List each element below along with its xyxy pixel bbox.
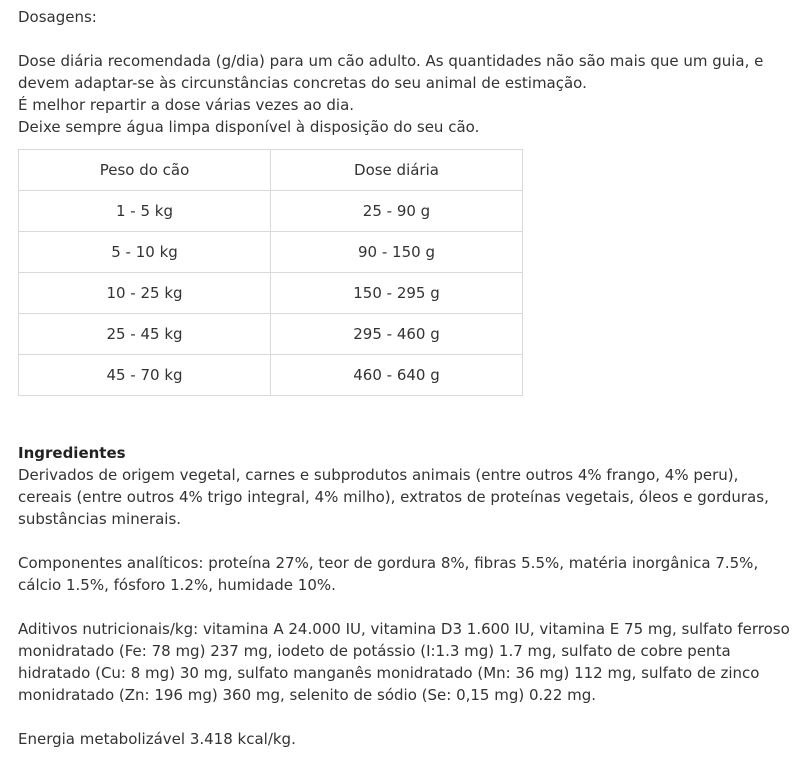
- table-header-weight: Peso do cão: [19, 150, 271, 191]
- table-cell-dose: 150 - 295 g: [271, 273, 523, 314]
- product-description: [18, 6, 793, 750]
- table-cell-weight: 25 - 45 kg: [19, 314, 271, 355]
- dosage-paragraph-water: Deixe sempre água limpa disponível à disposição do seu cão.: [18, 118, 480, 136]
- table-cell-dose: 25 - 90 g: [271, 191, 523, 232]
- table-cell-weight: 1 - 5 kg: [19, 191, 271, 232]
- ingredients-text: Derivados de origem vegetal, carnes e subprodutos animais (entre outros 4% frango, 4% peru), cereais (entre outros 4% trigo integral, 4% milho), extratos de proteínas vegetais, óleos e gorduras, substâncias minerais.: [18, 466, 769, 528]
- nutritional-additives-text: Aditivos nutricionais/kg: vitamina A 24.000 IU, vitamina D3 1.600 IU, vitamina E 75 mg, sulfato ferroso monidratado (Fe: 78 mg) 237 mg, iodeto de potássio (I:1.3 mg) 1.7 mg, sulfato de cobre penta hidratado (Cu: 8 mg) 30 mg, sulfato manganês monidratado (Mn: 36 mg) 112 mg, sulfato de zinco monidratado (Zn: 196 mg) 360 mg, selenito de sódio (Se: 0,15 mg) 0.22 mg.: [18, 620, 790, 704]
- table-cell-weight: 45 - 70 kg: [19, 355, 271, 396]
- dosage-title: Dosagens:: [18, 8, 97, 26]
- table-cell-dose: 295 - 460 g: [271, 314, 523, 355]
- table-header-row: [19, 150, 523, 191]
- analytical-components-text: Componentes analíticos: proteína 27%, teor de gordura 8%, fibras 5.5%, matéria inorgânica 7.5%, cálcio 1.5%, fósforo 1.2%, humidade 10%.: [18, 554, 759, 594]
- table-row: [19, 273, 523, 314]
- ingredients-title: Ingredientes: [18, 444, 126, 462]
- dosage-paragraph-split: É melhor repartir a dose várias vezes ao dia.: [18, 96, 355, 114]
- table-cell-weight: 10 - 25 kg: [19, 273, 271, 314]
- table-row: [19, 314, 523, 355]
- table-row: [19, 191, 523, 232]
- table-cell-dose: 90 - 150 g: [271, 232, 523, 273]
- table-cell-dose: 460 - 640 g: [271, 355, 523, 396]
- table-cell-weight: 5 - 10 kg: [19, 232, 271, 273]
- table-row: [19, 355, 523, 396]
- table-row: [19, 232, 523, 273]
- dosage-table: [18, 149, 523, 396]
- table-header-dose: Dose diária: [271, 150, 523, 191]
- metabolizable-energy-text: Energia metabolizável 3.418 kcal/kg.: [18, 730, 296, 748]
- dosage-paragraph-guide: Dose diária recomendada (g/dia) para um cão adulto. As quantidades não são mais que um guia, e devem adaptar-se às circunstâncias concretas do seu animal de estimação.: [18, 52, 764, 92]
